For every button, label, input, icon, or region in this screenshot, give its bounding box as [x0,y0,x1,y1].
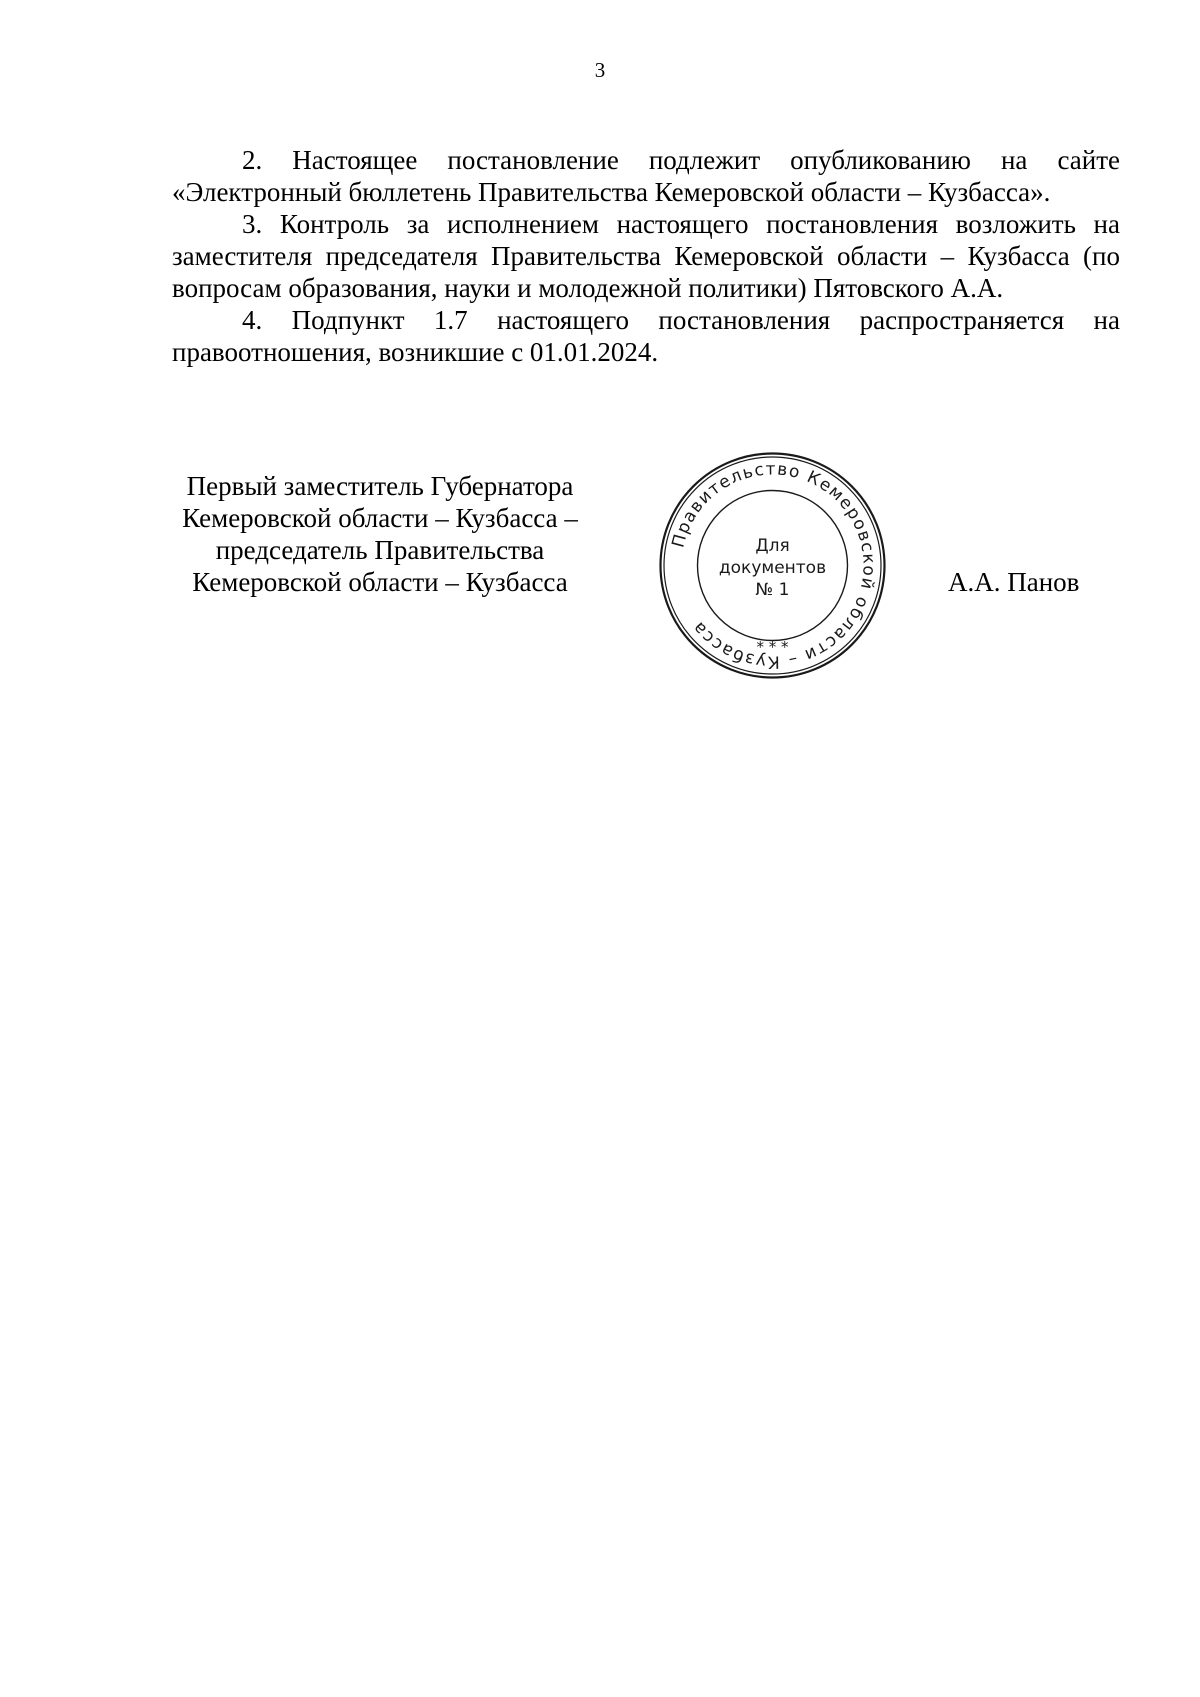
paragraph-publication: 2. Настоящее постановление подлежит опубликованию на сайте «Электронный бюллетень Правительства Кемеровской области – Кузбасса». [172,145,1120,207]
official-seal-graphic [657,450,888,681]
paragraph-control: 3. Контроль за исполнением настоящего постановления возложить на заместителя председателя Правительства Кемеровской области – Кузбасса (по вопросам образования, науки и молодежной политики) Пятовского А.А. [172,209,1120,303]
signatory-position-line: председатель Правительства [215,535,545,565]
signer-name: А.А. Панов [948,567,1080,597]
signatory-position [160,470,600,598]
document-body [172,144,1120,368]
signatory-position-line: Первый заместитель Губернатора [186,471,574,501]
signatory-position-line: Кемеровской области – Кузбасса [192,567,568,597]
seal-center-line-2: документов [718,558,827,578]
seal-center-line-1: Для [755,536,790,556]
seal-center-line-3: № 1 [755,580,790,600]
official-seal [657,450,888,681]
paragraph-effective-date: 4. Подпункт 1.7 настоящего постановления распространяется на правоотношения, возникшие с 01.01.2024. [172,305,1120,367]
seal-stars: * * * [756,638,789,656]
seal-ring-textpath: Правительство Кемеровской области – Кузбасса [668,459,879,672]
page-number: 3 [594,58,606,82]
signatory-position-line: Кемеровской области – Кузбасса – [182,503,578,533]
